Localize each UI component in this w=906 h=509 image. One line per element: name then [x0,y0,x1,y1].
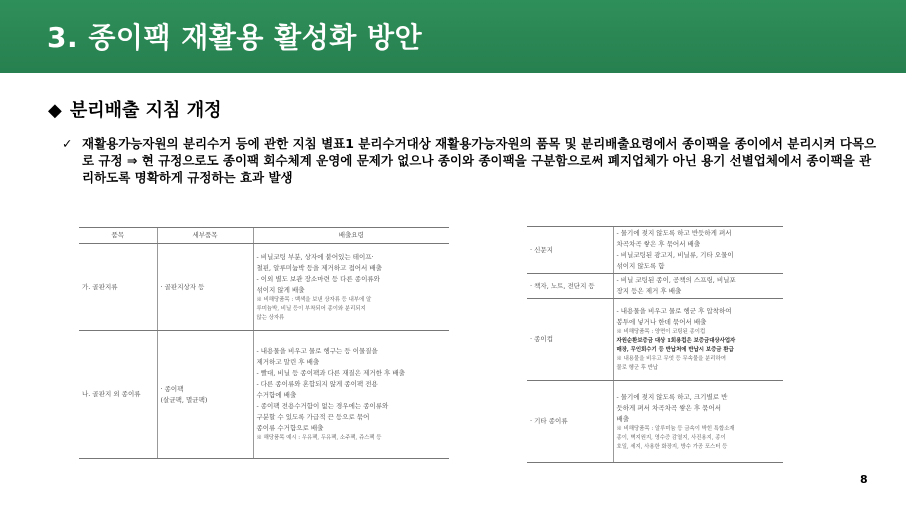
method-line: - 물기에 젖지 않도록 하고, 크기별로 반 [616,392,728,401]
left-guideline-table [79,227,449,459]
note-line: 자원순환보증금 대상 1회용컵은 보증금대상사업자 [616,338,736,344]
title-bar [0,0,906,73]
note-line: 매장, 무인회수기 등 반납처에 반납시 보증금 환급 [616,347,734,353]
check-mark-icon: ✓ [62,136,73,151]
method-line: 철핀, 알루미늄박 등을 제거하고 접어서 배출 [256,263,382,272]
sub-item-line: · 종이팩 [160,384,184,393]
page-number: 8 [860,473,868,486]
right-guideline-table [527,226,783,463]
section-heading [48,96,221,122]
sub-item-cell [157,331,253,459]
note-line: 종이, 벽지원지, 영수증 감열지, 사진용지, 종이 [616,434,726,441]
method-line: 장지 등은 제거 후 배출 [616,287,682,295]
method-line: - 내용물을 비우고 물로 헹군 후 압착하여 [616,307,732,315]
table-row [527,227,783,274]
check-item [62,135,882,186]
diamond-bullet-icon: ◆ [48,100,62,121]
sub-item-cell: · 골판지상자 등 [157,244,253,331]
method-cell [613,299,783,381]
method-line: - 빨대, 비닐 등 종이팩과 다른 재질은 제거한 후 배출 [256,369,405,377]
item-cell: · 책자, 노트, 전단지 등 [527,274,613,299]
item-cell: 나. 골판지 외 종이류 [79,331,157,459]
note-line: ※ 비해당품목 : 알루미늄 등 금속이 박힌 특합소재 [616,425,735,432]
method-line: - 비닐 코팅된 종이, 공책의 스프링, 비닐포 [616,276,736,284]
table-row [527,381,783,463]
note-line: 호일, 세지, 사용한 화장지, 방수 가공 포스터 등 [616,443,728,450]
method-line: - 비닐코팅된 광고지, 비닐류, 기타 오물이 [616,251,734,259]
method-cell [613,274,783,299]
method-line: - 다른 종이류와 혼합되지 않게 종이팩 전용 [256,380,378,388]
table-row [79,244,449,331]
method-line: 수거함에 배출 [256,391,297,399]
item-cell: 가. 골판지류 [79,244,157,331]
method-cell [253,244,449,331]
method-line: 차곡차곡 쌓은 후 묶어서 배출 [616,240,701,248]
item-cell: · 기타 종이류 [527,381,613,463]
note-line: 물로 헹군 후 반납 [616,365,659,371]
check-item-text: 재활용가능자원의 분리수거 등에 관한 지침 별표1 분리수거대상 재활용가능자원의 품목 및 분리배출요령에서 종이팩을 종이에서 분리시켜 다목으로 규정 ⇒ 현 규정으로도 종이팩 회수체계 운영에 문제가 없으나 종이와 종이팩을 구분함으로써 폐지업체가 아닌 용기 선별업체에서 종이팩을 관리하도록 명확하게 규정하는 효과 발생 [82,136,877,185]
table-row [79,331,449,459]
method-line: - 이외 별도 보관 장소마련 등 다른 종이류와 [256,274,380,283]
table-header: 세부품목 [157,228,253,244]
method-line: 듯하게 펴서 차곡차곡 쌓은 후 묶어서 [616,403,722,412]
method-line: - 물기에 젖지 않도록 하고 반듯하게 펴서 [616,229,732,237]
item-cell: · 신문지 [527,227,613,274]
table-header: 품목 [79,228,157,244]
sub-item-line: (살균팩, 멸균팩) [160,395,208,404]
note-line: ※ 비해당품목 : 양면이 코팅된 종이컵 [616,329,706,335]
item-cell: · 종이컵 [527,299,613,381]
method-line: 구분할 수 있도록 가급적 끈 등으로 묶어 [256,413,370,421]
method-line: - 내용물을 비우고 물로 헹구는 등 이물질을 [256,347,378,355]
method-line: 제거하고 말린 후 배출 [256,358,320,366]
method-line: 배출 [616,414,630,423]
table-row [527,299,783,381]
method-cell [613,227,783,274]
note-line: ※ 내용물을 비우고 무엇 등 무속물을 분리하여 [616,356,726,362]
note-line: ※ 비해당품목 : 백색을 보낸 상자류 등 내부에 알 [256,296,372,303]
method-line: - 비닐코팅 부분, 상자에 붙어있는 테이프· [256,252,374,261]
slide-title: 3. 종이팩 재활용 활성화 방안 [47,21,423,54]
method-cell [613,381,783,463]
method-cell [253,331,449,459]
method-line: 섞이지 않도록 함 [616,262,665,270]
table-row [527,274,783,299]
note-line: ※ 해당품목 예시 : 우유팩, 두유팩, 소주팩, 쥬스팩 등 [256,435,382,441]
note-line: 루미늄박, 비닐 등이 부착되어 종이와 분리되지 [256,305,366,312]
method-line: - 종이팩 전용수거함이 없는 경우에는 종이류와 [256,402,389,410]
method-line: 봉투에 넣거나 한데 묶어서 배출 [616,318,707,326]
method-line: 섞이지 않게 배출 [256,285,305,294]
method-line: 종이류 수거함으로 배출 [256,424,324,432]
note-line: 않는 상자류 [256,314,285,321]
section-heading-text: 분리배출 지침 개정 [69,100,222,121]
table-header: 배출요령 [253,228,449,244]
